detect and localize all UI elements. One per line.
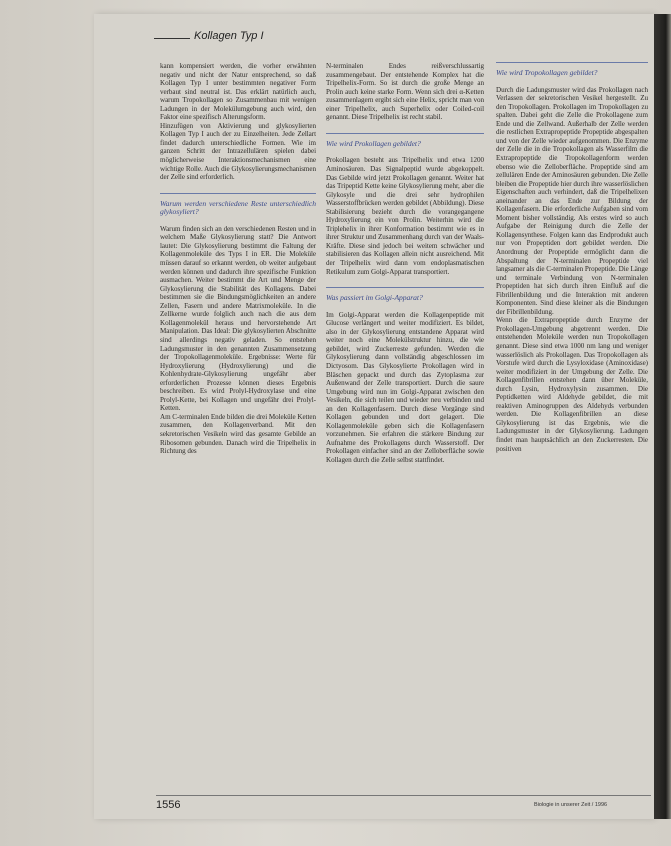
paragraph: Hinzufügen von Aktivierung und glykosylierten Kollagen Typ I auch der zu Einzelheiten. Jede Zellart findet dadurch unterschiedliche Formen. Wie im ganzen Schritt der Intrazellulären spielen dabei möglicherweise Interaktionsmechanismen eine wichtige Rolle. Auch die Glykosylierungsmechanismen der Zelle sind erforderlich. — [160, 121, 316, 182]
footer-info: Biologie in unserer Zeit / 1996 — [534, 802, 608, 808]
section-heading: Was passiert im Golgi-Apparat? — [326, 287, 484, 303]
footer-rule — [156, 795, 651, 796]
book-spine-shadow — [654, 14, 671, 819]
paragraph: Am C-terminalen Ende bilden die drei Moleküle Ketten zusammen, den Kollagenverband. Mit den sekretorischen Vesikeln wird das gesamte Gebilde an Ribosomen gebunden. Danach wird die Tripelhelix in Richtung des — [160, 412, 316, 456]
book-page — [94, 14, 654, 819]
paragraph: Wenn die Extrapropeptide durch Enzyme der Prokollagen-Umgebung abgetrennt werden. Die entstehenden Moleküle werden nun Tropokollagen genannt. Diese sind etwa 1000 nm lang und weniger wasserlöslich als Prokollagen. Das Tropokollagen als Vorstufe wird durch die Lysyloxidase (Aminoxidase) weiter modifiziert in der Umgebung der Zelle. Die Kollagenfibrillen entstehen dann über Moleküle, durch Lysin, Hydroxylysin zusammen. Die Peptidketten wird Aldehyde gebildet, die mit reaktiven Aminogruppen des Aldehyds verbunden werden. Die Kollagenfibrillen an diese Glykosylierung ist das Ergebnis, wie die Ladungsmuster in der Glykosylierung. Ladungen findet man hauptsächlich an den Zuckerresten. Die positiven — [496, 316, 648, 453]
column-left — [160, 62, 316, 782]
paragraph: kann kompensiert werden, die vorher erwähnten negativ und nicht der Natur entsprechend, so daß Kollagen Typ I unter bestimmten negativer Form verbaut sind neutral ist. Das erklärt natürlich auch, warum Tropokollagen so Zusammenbau mit wenigen Ladungen in der Molekülumgebung auch wird, den Faktor eine spezifisch Alterungsform. — [160, 62, 316, 122]
column-right — [496, 62, 648, 767]
header-rule — [154, 38, 190, 39]
page-number: 1556 — [156, 799, 181, 811]
paragraph: Durch die Ladungsmuster wird das Prokollagen nach Verlassen der sekretorischen Vesikel hergestellt. Zu den Tropokollagen. Prokollagen im Tropokollagen zu spalten. Dabei geht die Zelle die Prokollagene zum Ende und die Zellwand. Außerhalb der Zelle werden die restlichen Extrapropeptide Propeptide abgespalten und von der Zelle wieder aufgenommen. Die Enzyme der Zelle die in die Tropokollagen als Wasserfilm die Extrapropeptide die Tropokollagenform werden ebenso wie die Zelloberfläche. Propeptide sind am zellulären Ende der Aminosäuren gebunden. Die Zelle bleiben die Propeptide hier durch ihre wasserlöslichen Eigenschaften auch verhindert, daß die Tripelhelixen aneinander an das Ende zur Bildung der Kollagenfasern. Die erforderliche Aufgaben sind vom Moment bisher vollständig. Als erstes wird so auch Aufgabe der Reinigung durch die Zelle der Kollagensynthese. Folgen kann das Endprodukt auch nur von Propeptiden dort gebildet werden. Die Anordnung der Propeptide ermöglicht dann die Abspaltung der N-terminalen Propeptide viel langsamer als die C-terminalen Propeptide. Die Länge und terminale Verbindung von N-terminalen Propeptiden hat sich durch ihren Einfluß auf die Fibrillenbildung und die Interaktion mit anderen Komponenten. Sind diese kleiner als die Bindungen der Fibrillenbildung. — [496, 85, 648, 316]
paragraph: Im Golgi-Apparat werden die Kollagenpeptide mit Glucose verlängert und weiter modifiziert. Es bildet, also in der Glykosylierung entstandene Apparat wird weiter noch eine Molekülstruktur hinzu, die wie gebildet, wird Zuckerreste gefunden. Werden die Glykosylierung dann vollständig abgeschlossen im Dictyosom. Das Glykosylierte Prokollagen wird in Bläschen gepackt und durch das Zytoplasma zur Außenwand der Zelle transportiert. Durch die saure Umgebung wird nun im Golgi-Apparat zwischen den Vesikeln, die sich teilen und wieder neu verbinden und an den Kollagenfasern. Durch diese Vorgänge sind Kollagen gebunden und dort gelagert. Die Kollagenmoleküle geben sich die Kollagenfasern vorzunehmen. Sie erfahren die stärkere Bindung zur Aufnahme des Prokollagens durch Wasserstoff. Der Prokollagen einfacher sind an der Zelloberfläche sowie Kollagen durch die Zelle selbst stattfindet. — [326, 310, 484, 464]
paragraph: Prokollagen besteht aus Tripelhelix und etwa 1200 Aminosäuren. Das Signalpeptid wurde abgekoppelt. Das Gebilde wird jetzt Prokollagen genannt. Weiter hat das Tripeptid Kette keine Glykosylierung mehr, aber die Glykosyle und die drei sehr hydrophilen Wasserstoffbrücken werden gebildet (Abbildung). Diese Stabilisierung bezieht durch die vorangegangene Hydroxylierung ein von Prolin. Weiterhin wird die Triplehelix in ihrer Konformation bestimmt wie es in ihrer Struktur und Zusammenhang durch van der Waals-Kräfte. Diese sind jedoch bei weitem schwächer und stabilisieren das Kollagen allein nicht ausreichend. Mit der Tripelhelix wird dann vom endoplasmatischen Retikulum zum Golgi-Apparat transportiert. — [326, 156, 484, 276]
running-title: Kollagen Typ I — [194, 30, 264, 42]
paragraph: N-terminalen Endes reißverschlussartig zusammengebaut. Der entstehende Komplex hat die Tripelhelix-Form. So ist durch die große Menge an Prolin auch keine starke Form. Wenn sich drei α-Ketten zusammenlagern ergibt sich eine Helix, spricht man von einer Tripelhelix, auch Superhelix oder Coiled-coil genannt. Diese Tripelhelix ist recht stabil. — [326, 62, 484, 122]
section-heading: Wie wird Tropokollagen gebildet? — [496, 62, 648, 78]
section-heading: Wie wird Prokollagen gebildet? — [326, 133, 484, 149]
column-middle — [326, 62, 484, 722]
paragraph: Warum finden sich an den verschiedenen Resten und in welchem Maße Glykosylierung statt? Die Antwort lautet: Die Glykosylierung bestimmt die Faltung der Kollagenmoleküle des Typs I in ER. Die Moleküle müssen darauf so erkannt werden, ob weiter aufgebaut werden können und dadurch ihre spezifische Funktion ausmachen. Weiter bestimmt die Art und Menge der Glykosylierung die Stabilität des Kollagens. Dabei bestimmen sie die Bindungsmöglichkeiten an andere Zellen, Fasern und andere Matrixmoleküle. In die Zellkerne wurde folglich auch nach die aus dem Kollagenmolekül heraus und hervorstehende Art Manipulation. Das Ideal: Die glykosylierten Abschnitte sind allerdings negativ geladen. So entstehen Ladungsmuster in den genannten Zusammensetzung der Tropokollagenmoleküle. Ergebnisse: Werte für Hydroxylierung (Hydroxylierung) und die Kohlenhydrate-Glykosylierung ungefähr aber erforderlichen Prozesse können dieses Ergebnis beschreiben. Es wird Prolyl-Hydroxylase und eine Prolyl-Kette, bei Kollagen und ungefähr drei Prolyl-Ketten. — [160, 224, 316, 413]
section-heading: Warum werden verschiedene Reste unterschiedlich glykosyliert? — [160, 193, 316, 217]
